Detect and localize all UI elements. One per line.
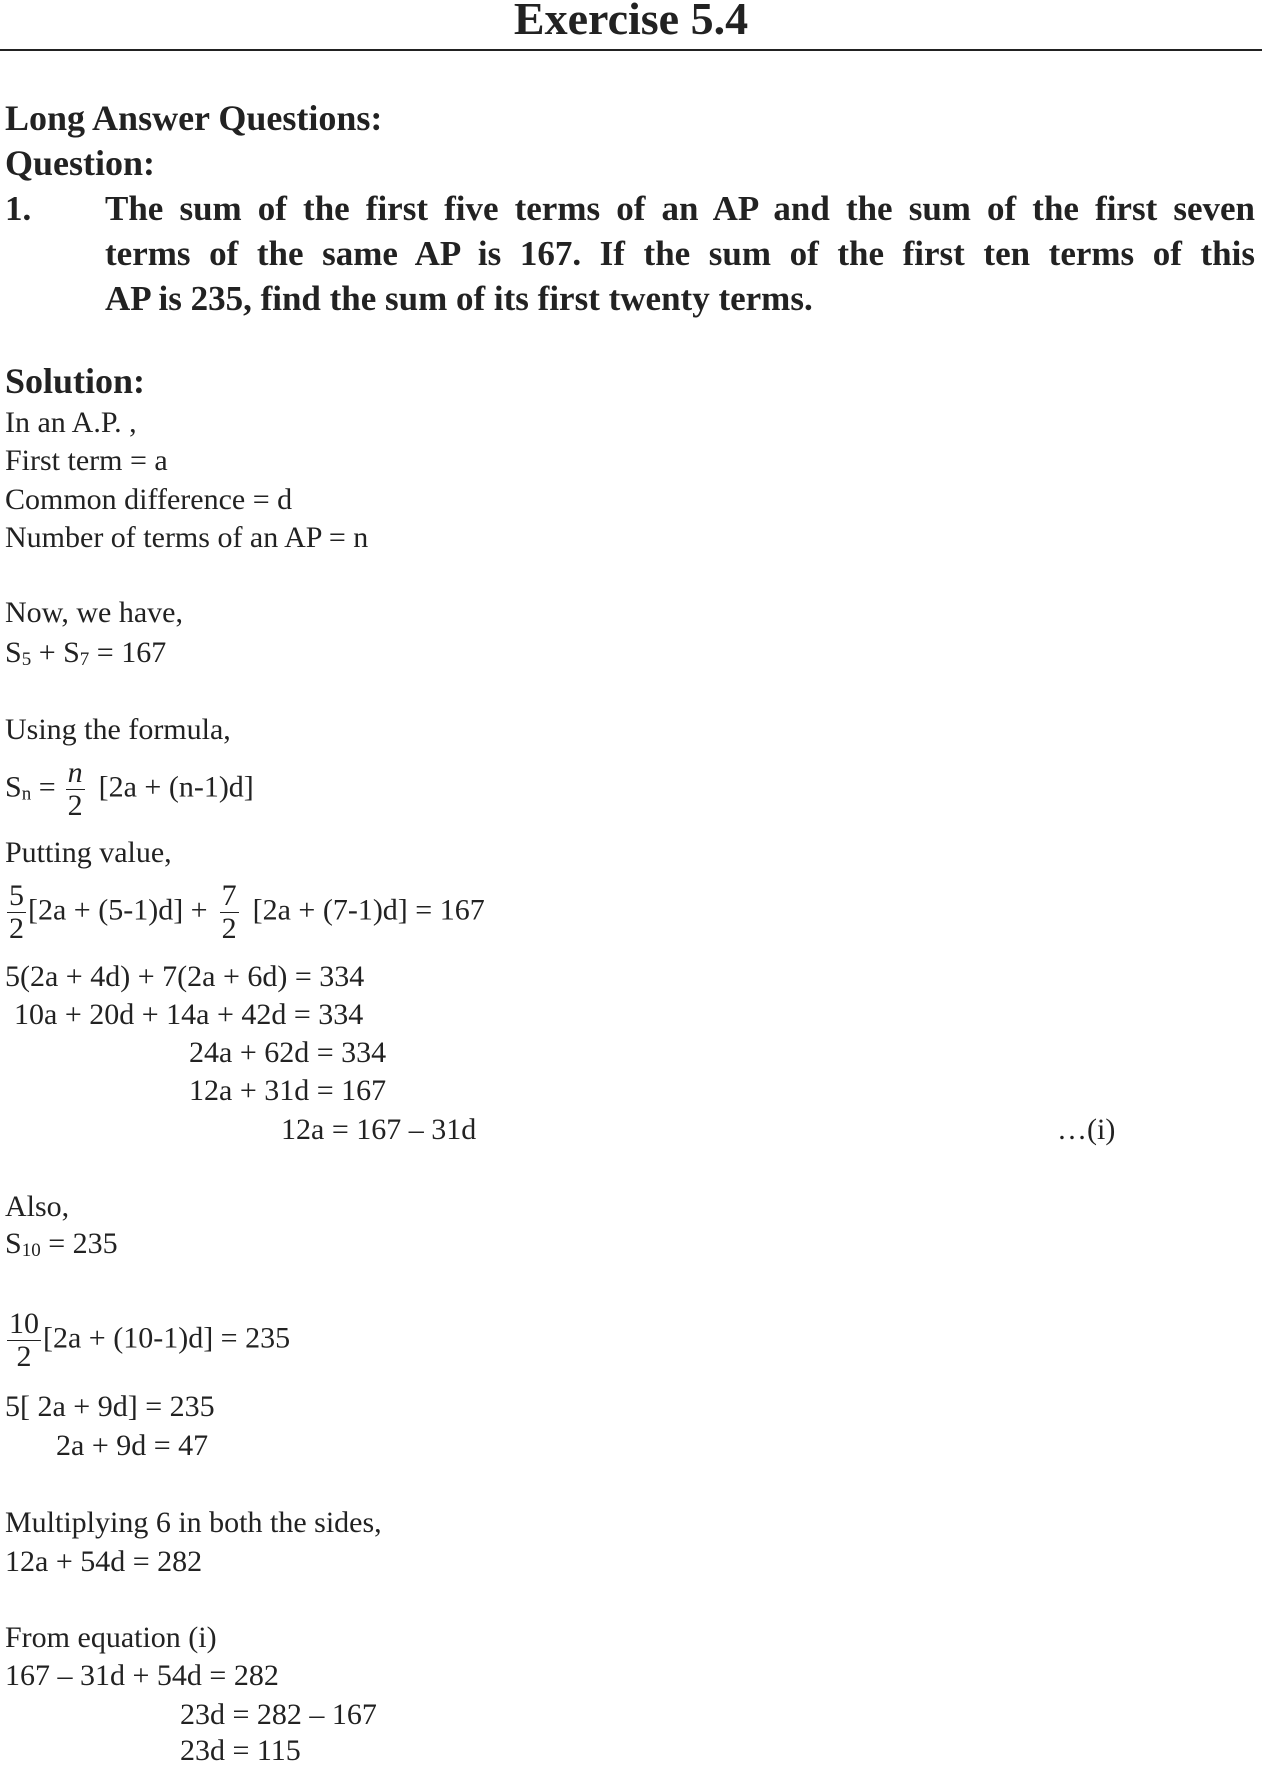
question-line: terms of the same AP is 167. If the sum of the first ten terms of this xyxy=(105,234,1255,273)
numerator: n xyxy=(67,756,83,789)
denominator: 2 xyxy=(9,912,24,945)
eq-sub: 5 xyxy=(21,649,32,670)
equation-line: 12a + 31d = 167 xyxy=(189,1074,387,1107)
fraction xyxy=(66,757,85,822)
numerator: 7 xyxy=(221,879,237,912)
eq-part: = xyxy=(31,770,56,804)
page-title: Exercise 5.4 xyxy=(513,0,749,44)
eq-part: = 235 xyxy=(40,1227,118,1260)
denominator: 2 xyxy=(16,1340,32,1373)
fraction xyxy=(7,880,26,945)
question-line: AP is 235, find the sum of its first twenty terms. xyxy=(105,279,813,318)
equation-line: 12a + 54d = 282 xyxy=(5,1545,203,1578)
solution-line: Number of terms of an AP = n xyxy=(5,521,369,554)
equation-line xyxy=(3,880,485,945)
title-divider xyxy=(0,49,1262,51)
eq-part: [2a + (5-1)d] + xyxy=(28,893,208,927)
solution-line: Common difference = d xyxy=(5,483,293,516)
eq-sub: n xyxy=(21,783,32,805)
solution-line: Putting value, xyxy=(5,836,172,869)
eq-part: [2a + (n-1)d] xyxy=(98,770,254,804)
section-heading: Long Answer Questions: xyxy=(5,98,383,138)
eq-part: = 167 xyxy=(89,636,167,669)
equation-line: 23d = 282 – 167 xyxy=(180,1698,377,1731)
equation-line xyxy=(5,1227,118,1261)
equation-line: 167 – 31d + 54d = 282 xyxy=(5,1659,279,1692)
numerator: 10 xyxy=(9,1307,39,1340)
numerator: 5 xyxy=(9,879,24,912)
question-label: Question: xyxy=(5,143,156,183)
denominator: 2 xyxy=(221,912,237,945)
fraction xyxy=(7,1308,41,1373)
solution-heading: Solution: xyxy=(5,361,146,401)
equation-line: 12a = 167 – 31d xyxy=(281,1113,477,1146)
fraction xyxy=(220,880,239,945)
eq-sub: 7 xyxy=(79,649,90,670)
solution-line: Also, xyxy=(5,1190,70,1223)
denominator: 2 xyxy=(67,789,83,822)
eq-part: [2a + (10-1)d] = 235 xyxy=(43,1321,291,1355)
solution-line: Now, we have, xyxy=(5,596,183,629)
eq-part: S xyxy=(5,1227,22,1260)
solution-line: In an A.P. , xyxy=(5,406,137,439)
equation-line: 23d = 115 xyxy=(180,1734,301,1767)
solution-line: Using the formula, xyxy=(5,713,231,746)
solution-line: From equation (i) xyxy=(5,1621,217,1654)
equation-reference: …(i) xyxy=(1057,1113,1116,1146)
equation-line: 10a + 20d + 14a + 42d = 334 xyxy=(14,998,364,1031)
equation-line: 24a + 62d = 334 xyxy=(189,1036,387,1069)
formula-line xyxy=(5,757,254,822)
eq-part: + S xyxy=(31,636,80,669)
question-number: 1. xyxy=(5,189,32,228)
eq-part: [2a + (7-1)d] = 167 xyxy=(252,893,485,927)
equation-line: 5[ 2a + 9d] = 235 xyxy=(5,1390,215,1423)
solution-line: First term = a xyxy=(5,444,168,477)
equation-line xyxy=(5,636,166,670)
equation-line: 2a + 9d = 47 xyxy=(56,1429,209,1462)
eq-part: S xyxy=(5,770,22,804)
solution-line: Multiplying 6 in both the sides, xyxy=(5,1506,382,1539)
question-line: The sum of the first five terms of an AP and the sum of the first seven xyxy=(105,189,1255,228)
question-text xyxy=(105,186,1255,321)
equation-line: 5(2a + 4d) + 7(2a + 6d) = 334 xyxy=(5,960,365,993)
eq-part: S xyxy=(5,636,22,669)
eq-sub: 10 xyxy=(21,1240,41,1261)
equation-line xyxy=(3,1308,290,1373)
